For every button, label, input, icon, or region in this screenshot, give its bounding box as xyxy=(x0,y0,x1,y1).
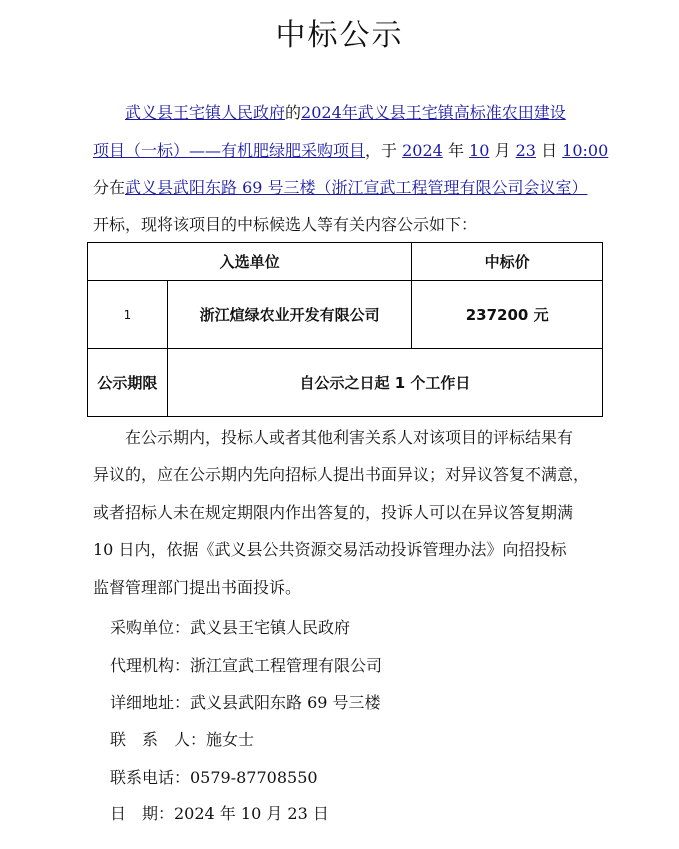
open-year[interactable]: 2024 xyxy=(402,141,443,160)
info-phone: 联系电话：0579-87708550 xyxy=(110,768,318,787)
objection-line-3: 或者招标人未在规定期限内作出答复的，投诉人可以在异议答复期满 xyxy=(93,503,574,522)
row-price: 237200 元 xyxy=(412,281,603,349)
period-label: 公示期限 xyxy=(88,349,168,417)
purchaser-link[interactable]: 武义县王宅镇人民政府 xyxy=(125,103,286,122)
info-address: 详细地址：武义县武阳东路 69 号三楼 xyxy=(110,693,381,712)
project-name-link[interactable]: 2024年武义县王宅镇高标准农田建设 xyxy=(301,103,566,122)
open-month[interactable]: 10 xyxy=(469,141,490,160)
intro-line-2: 项目（一标）——有机肥绿肥采购项目，于 2024 年 10 月 23 日 10:00 xyxy=(93,141,609,160)
header-unit: 入选单位 xyxy=(88,243,412,281)
row-company: 浙江煊绿农业开发有限公司 xyxy=(167,281,411,349)
page-title: 中标公示 xyxy=(275,18,404,53)
row-index: 1 xyxy=(88,281,168,349)
project-name-link-cont[interactable]: 项目（一标）——有机肥绿肥采购项目 xyxy=(93,141,366,160)
venue-link[interactable]: 武义县武阳东路 69 号三楼（浙江宣武工程管理有限公司会议室） xyxy=(125,178,588,197)
table-header-row xyxy=(88,243,603,281)
info-date: 日 期：2024 年 10 月 23 日 xyxy=(110,804,329,823)
header-price: 中标价 xyxy=(412,243,603,281)
intro-line-4: 开标，现将该项目的中标候选人等有关内容公示如下： xyxy=(93,215,478,234)
objection-line-4: 10 日内，依据《武义县公共资源交易活动投诉管理办法》向招投标 xyxy=(93,540,567,559)
table-period-row xyxy=(88,349,603,417)
objection-line-5: 监督管理部门提出书面投诉。 xyxy=(93,578,302,597)
result-table xyxy=(87,242,603,417)
intro-line-3: 分在武义县武阳东路 69 号三楼（浙江宣武工程管理有限公司会议室） xyxy=(93,178,588,197)
intro-line-1: 武义县王宅镇人民政府的2024年武义县王宅镇高标准农田建设 xyxy=(125,103,566,122)
open-time[interactable]: 10:00 xyxy=(562,141,609,160)
table-row xyxy=(88,281,603,349)
open-day[interactable]: 23 xyxy=(515,141,536,160)
period-value: 自公示之日起 1 个工作日 xyxy=(167,349,602,417)
info-contact: 联 系 人：施女士 xyxy=(110,730,255,749)
objection-line-1: 在公示期内，投标人或者其他利害关系人对该项目的评标结果有 xyxy=(125,428,574,447)
info-agency: 代理机构：浙江宣武工程管理有限公司 xyxy=(110,656,383,675)
info-purchaser: 采购单位：武义县王宅镇人民政府 xyxy=(110,618,351,637)
objection-line-2: 异议的，应在公示期内先向招标人提出书面异议；对异议答复不满意， xyxy=(93,465,590,484)
